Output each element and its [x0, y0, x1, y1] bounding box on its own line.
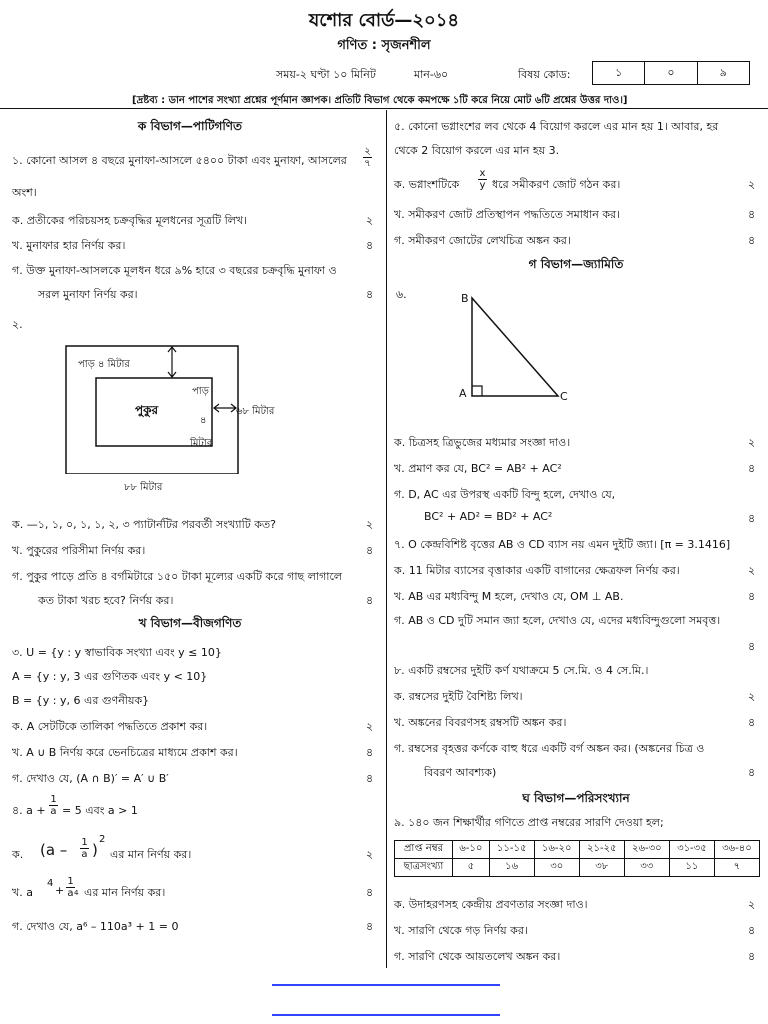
- mark-value: ৪: [366, 544, 374, 557]
- question-stem: অংশ।: [12, 186, 37, 199]
- sub-question: ক. ভগ্নাংশটিকে: [394, 178, 460, 191]
- table-cell: ৭: [714, 859, 759, 877]
- sub-question: গ. দেখাও যে, (A ∩ B)′ = A′ ∪ B′: [12, 772, 169, 785]
- section-heading: ক বিভাগ—পাটিগণিত: [137, 119, 243, 133]
- table-cell: ছাত্রসংখ্যা: [395, 859, 453, 877]
- mark-value: ২: [366, 848, 374, 861]
- mark-value: ৪: [366, 920, 374, 933]
- right-angle-mark: [472, 386, 482, 396]
- fraction: [80, 837, 89, 860]
- fraction-denominator: ৭: [364, 158, 371, 169]
- sub-question: এর মান নির্ণয় কর।: [84, 886, 166, 899]
- question-stem: ৭. O কেন্দ্রবিশিষ্ট বৃত্তের AB ও CD ব্যাস নয় এমন দুইটি জ্যা। [π = 3.1416]: [394, 538, 731, 551]
- question-stem: ৯. ১৪০ জন শিক্ষার্থীর গণিতে প্রাপ্ত নম্বরের সারণি দেওয়া হল;: [394, 816, 664, 829]
- mark-value: ৪: [748, 590, 756, 603]
- fraction-numerator: 1: [50, 794, 57, 805]
- sub-question: গ. সমীকরণ জোটের লেখচিত্র অঙ্কন কর।: [394, 234, 571, 247]
- figure-label: মিটার: [190, 438, 213, 449]
- fraction-numerator: ২: [364, 146, 371, 157]
- set-definition: ৩. U = {y : y স্বাভাবিক সংখ্যা এবং y ≤ 10}: [12, 646, 222, 659]
- sub-question: ক. প্রতীকের পরিচয়সহ চক্রবৃদ্ধির মূলধনের সূত্রটি লিখ।: [12, 214, 248, 227]
- mark-value: ৪: [748, 512, 756, 525]
- sub-question: খ. সমীকরণ জোট প্রতিস্থাপন পদ্ধতিতে সমাধান কর।: [394, 208, 620, 221]
- mark-value: ২: [366, 518, 374, 531]
- sub-question: ক. —১, ১, ০, ১, ১, ২, ৩ প্যাটার্নটির পরবর্তী সংখ্যাটি কত?: [12, 518, 277, 531]
- figure-label: পাড় ৪ মিটার: [78, 359, 130, 370]
- exponent: 4: [47, 878, 54, 889]
- table-cell: ৩০: [534, 859, 579, 877]
- mark-value: ২: [748, 690, 756, 703]
- table-cell: ৩৮: [579, 859, 624, 877]
- mark-value: ৪: [366, 886, 374, 899]
- table-cell: ৩৩: [624, 859, 669, 877]
- mark-value: ২: [366, 214, 374, 227]
- set-definition: B = {y : y, 6 এর গুণনীয়ক}: [12, 694, 150, 707]
- board-title: যশোর বোর্ড—২০১৪: [308, 10, 460, 31]
- sub-question: গ. উক্ত মুনাফা-আসলকে মূলধন ধরে ৯% হারে ৩ বছরের চক্রবৃদ্ধি মুনাফা ও: [12, 264, 337, 277]
- expression: (a –: [40, 841, 68, 859]
- sub-question: ক. চিত্রসহ ত্রিভুজের মধ্যমার সংজ্ঞা দাও।: [394, 436, 571, 449]
- fraction: [363, 146, 372, 169]
- figure-label: ৬৮ মিটার: [236, 406, 275, 417]
- sub-question: খ. A ∪ B নির্ণয় করে ভেনচিত্রের মাধ্যমে প্রকাশ কর।: [12, 746, 238, 759]
- table-cell: ১১-১৫: [489, 841, 534, 859]
- sub-question-cont: BC² + AD² = BD² + AC²: [424, 510, 553, 523]
- vertex-label: B: [461, 292, 469, 305]
- mark-value: ২: [366, 720, 374, 733]
- mark-value: ৪: [748, 924, 756, 937]
- mark-value: ২: [748, 898, 756, 911]
- mark-value: ৪: [748, 716, 756, 729]
- figure-label: পুকুর: [135, 403, 159, 417]
- table-cell: ১১: [669, 859, 714, 877]
- question-stem: ৮. একটি রম্বসের দুইটি কর্ণ যথাক্রমে 5 সে.মি. ও 4 সে.মি.।: [394, 664, 649, 677]
- sub-question-cont: কত টাকা খরচ হবে? নির্ণয় কর।: [38, 594, 174, 607]
- table-cell: ২৬-৩০: [624, 841, 669, 859]
- time-label: সময়-২ ঘণ্টা ১০ মিনিট: [276, 68, 376, 81]
- instructions-note: [দ্রষ্টব্য : ডান পাশের সংখ্যা প্রশ্নের পূর্ণমান জ্ঞাপক। প্রতিটি বিভাগ থেকে কমপক্ষে ১টি করে নিয়ে মোট ৬টি প্রশ্নের উত্তর দাও।]: [132, 95, 628, 106]
- sub-question: ধরে সমীকরণ জোট গঠন কর।: [492, 178, 621, 191]
- fraction-numerator: x: [479, 168, 486, 179]
- sub-question: খ. পুকুরের পরিসীমা নির্ণয় কর।: [12, 544, 146, 557]
- sub-question: গ. দেখাও যে, a⁶ – 110a³ + 1 = 0: [12, 920, 179, 933]
- fraction-denominator: a: [67, 888, 74, 899]
- vertex-label: A: [459, 387, 467, 400]
- section-heading: গ বিভাগ—জ্যামিতি: [528, 257, 624, 271]
- sub-question: খ. প্রমাণ কর যে, BC² = AB² + AC²: [394, 462, 562, 475]
- sub-question: ক. A সেটটিকে তালিকা পদ্ধতিতে প্রকাশ কর।: [12, 720, 208, 733]
- question-stem: = 5 এবং a > 1: [62, 804, 138, 817]
- sub-question: গ. সারণি থেকে আয়তলেখ অঙ্কন কর।: [394, 950, 561, 963]
- header-rule: [0, 108, 768, 109]
- subject-code-box: [592, 61, 750, 85]
- code-digit: ৯: [719, 66, 727, 79]
- table-cell: ৫: [453, 859, 490, 877]
- question-stem: ৫. কোনো ভগ্নাংশের লব থেকে 4 বিয়োগ করলে এর মান হয় 1। আবার, হর: [394, 120, 719, 133]
- mark-value: ৪: [748, 234, 756, 247]
- question-number: ৬.: [396, 288, 407, 301]
- table-cell: ৩১-৩৫: [669, 841, 714, 859]
- mark-value: ২: [748, 564, 756, 577]
- fraction-numerator: 1: [67, 876, 74, 887]
- exponent: 2: [99, 834, 106, 845]
- exponent: 4: [74, 889, 79, 897]
- sub-question-cont: সরল মুনাফা নির্ণয় কর।: [38, 288, 138, 301]
- fraction: [49, 794, 58, 817]
- sub-question: খ. সারণি থেকে গড় নির্ণয় কর।: [394, 924, 528, 937]
- sub-question: ক. 11 মিটার ব্যাসের বৃত্তাকার একটি বাগানের ক্ষেত্রফল নির্ণয় কর।: [394, 564, 680, 577]
- mark-value: ৪: [366, 594, 374, 607]
- sub-question-label: ক.: [12, 848, 24, 861]
- sub-question: খ. AB এর মধ্যবিন্দু M হলে, দেখাও যে, OM ⊥ AB.: [394, 590, 624, 603]
- figure-label: ৮৮ মিটার: [124, 482, 163, 493]
- section-heading: ঘ বিভাগ—পরিসংখ্যান: [522, 791, 630, 805]
- subject-title: গণিত : সৃজনশীল: [337, 38, 431, 53]
- sub-question: খ. মুনাফার হার নির্ণয় কর।: [12, 239, 126, 252]
- section-heading: খ বিভাগ—বীজগণিত: [138, 616, 242, 630]
- sub-question: গ. পুকুর পাড়ে প্রতি ৪ বর্গমিটারে ১৫০ টাকা মূল্যের একটি করে গাছ লাগালে: [12, 570, 343, 583]
- sub-question: গ. AB ও CD দুটি সমান জ্যা হলে, দেখাও যে, এদের মধ্যবিন্দুগুলো সমবৃত্ত।: [394, 614, 721, 627]
- sub-question: খ. অঙ্কনের বিবরণসহ রম্বসটি অঙ্কন কর।: [394, 716, 567, 729]
- sub-question: ক. উদাহরণসহ কেন্দ্রীয় প্রবণতার সংজ্ঞা দাও।: [394, 898, 588, 911]
- mark-value: ৪: [748, 462, 756, 475]
- mark-value: ৪: [748, 640, 756, 653]
- mark-value: ৪: [366, 746, 374, 759]
- figure-label: ৪: [200, 415, 207, 426]
- triangle-figure: [460, 292, 580, 404]
- fraction: [478, 168, 487, 191]
- mark-value: ৪: [748, 208, 756, 221]
- sub-question: ক. রম্বসের দুইটি বৈশিষ্ট্য লিখ।: [394, 690, 523, 703]
- sub-question-cont: বিবরণ আবশ্যক): [424, 766, 497, 779]
- mark-value: ৪: [366, 772, 374, 785]
- table-cell: ২১-২৫: [579, 841, 624, 859]
- question-stem: ১. কোনো আসল ৪ বছরে মুনাফা-আসলে ৫৪০০ টাকা এবং মুনাফা, আসলের: [12, 154, 347, 167]
- subject-code-label: বিষয় কোড:: [518, 68, 571, 81]
- marks-distribution-table: [394, 840, 760, 877]
- vertex-label: C: [560, 390, 568, 403]
- sub-question: গ. D, AC এর উপরস্থ একটি বিন্দু হলে, দেখাও যে,: [394, 488, 616, 501]
- mark-value: ৪: [366, 239, 374, 252]
- mark-value: ২: [748, 178, 756, 191]
- link-box[interactable]: [272, 984, 500, 1016]
- question-number: ২.: [12, 318, 23, 331]
- mark-value: ৪: [748, 950, 756, 963]
- mark-value: ৪: [748, 766, 756, 779]
- column-divider: [386, 110, 387, 968]
- mark-value: ২: [748, 436, 756, 449]
- table-cell: প্রাপ্ত নম্বর: [395, 841, 453, 859]
- figure-label: পাড়: [192, 386, 209, 397]
- sub-question: গ. রম্বসের বৃহত্তর কর্ণকে বাহু ধরে একটি বর্গ অঙ্কন কর। (অঙ্কনের চিত্র ও: [394, 742, 705, 755]
- table-cell: ১৬-২০: [534, 841, 579, 859]
- set-definition: A = {y : y, 3 এর গুণিতক এবং y < 10}: [12, 670, 208, 683]
- question-stem: থেকে 2 বিয়োগ করলে এর মান হয় 3.: [394, 144, 560, 157]
- sub-question: এর মান নির্ণয় কর।: [110, 848, 192, 861]
- fraction-denominator: a: [50, 806, 57, 817]
- marks-label: মান-৬০: [414, 68, 449, 81]
- fraction-denominator: y: [479, 180, 486, 191]
- triangle-abc: [472, 298, 558, 396]
- expression: ): [92, 841, 98, 859]
- mark-value: ৪: [366, 288, 374, 301]
- question-stem: ৪. a +: [12, 804, 46, 817]
- fraction-denominator: a: [81, 849, 88, 860]
- expression: +: [55, 884, 65, 897]
- sub-question-label: খ. a: [12, 886, 33, 899]
- table-cell: ৩৬-৪০: [714, 841, 759, 859]
- code-digit: ১: [593, 62, 645, 84]
- table-cell: ১৬: [489, 859, 534, 877]
- table-row: [395, 841, 760, 859]
- code-digit: ০: [645, 62, 697, 84]
- fraction-numerator: 1: [81, 837, 88, 848]
- table-row: [395, 859, 760, 877]
- table-cell: ৬-১০: [453, 841, 490, 859]
